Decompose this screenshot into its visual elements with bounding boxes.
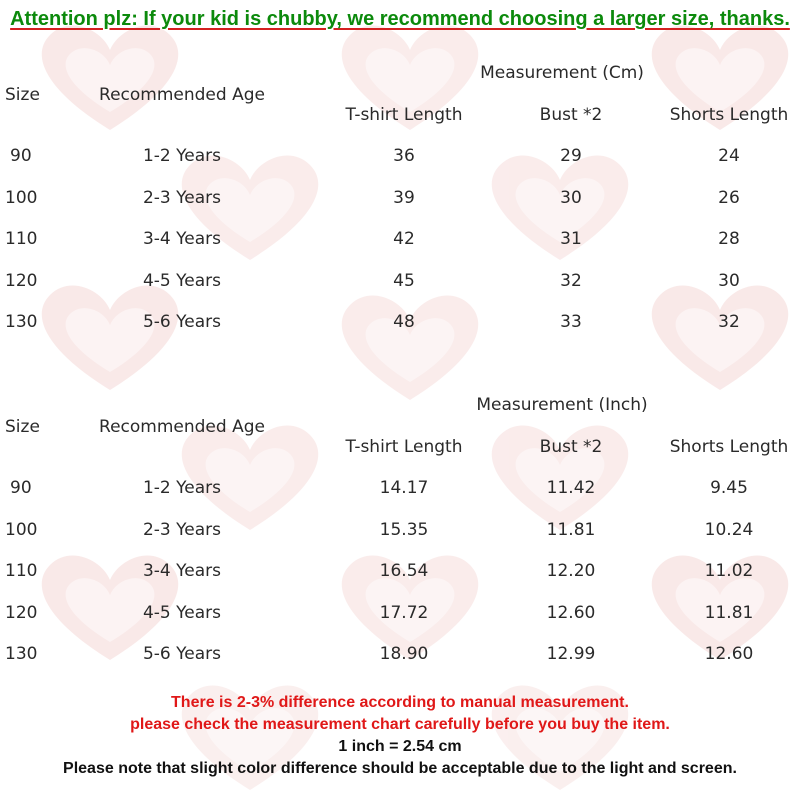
row-age: 5-6 Years (142, 312, 222, 332)
measurement-title: Measurement (Inch) (476, 395, 648, 415)
row-age: 4-5 Years (142, 603, 222, 623)
row-shorts: 12.60 (704, 644, 754, 664)
difference-note: There is 2-3% difference according to manual measurement. (171, 694, 629, 711)
measurement-title: Measurement (Cm) (480, 63, 644, 83)
row-tshirt: 16.54 (379, 561, 429, 581)
header-size: Size (5, 417, 40, 437)
row-tshirt: 42 (393, 229, 415, 249)
row-age: 1-2 Years (142, 478, 222, 498)
conversion-note: 1 inch = 2.54 cm (338, 738, 462, 755)
row-shorts: 11.81 (704, 603, 754, 623)
row-size: 90 (10, 146, 32, 166)
row-bust: 11.81 (546, 520, 596, 540)
row-bust: 12.20 (546, 561, 596, 581)
row-age: 3-4 Years (142, 561, 222, 581)
row-tshirt: 36 (393, 146, 415, 166)
header-age: Recommended Age (99, 417, 265, 437)
row-size: 110 (5, 229, 38, 249)
row-size: 120 (5, 603, 38, 623)
row-bust: 29 (560, 146, 582, 166)
row-bust: 12.60 (546, 603, 596, 623)
row-shorts: 32 (718, 312, 740, 332)
row-tshirt: 18.90 (379, 644, 429, 664)
row-size: 110 (5, 561, 38, 581)
row-age: 5-6 Years (142, 644, 222, 664)
header-shorts: Shorts Length (669, 105, 789, 125)
row-tshirt: 15.35 (379, 520, 429, 540)
row-age: 1-2 Years (142, 146, 222, 166)
row-age: 2-3 Years (142, 520, 222, 540)
row-size: 90 (10, 478, 32, 498)
row-bust: 12.99 (546, 644, 596, 664)
row-bust: 33 (560, 312, 582, 332)
header-tshirt: T-shirt Length (345, 105, 463, 125)
header-tshirt: T-shirt Length (345, 437, 463, 457)
row-bust: 11.42 (546, 478, 596, 498)
header-age: Recommended Age (99, 85, 265, 105)
header-shorts: Shorts Length (669, 437, 789, 457)
row-tshirt: 17.72 (379, 603, 429, 623)
row-tshirt: 39 (393, 188, 415, 208)
check-note: please check the measurement chart carefully before you buy the item. (130, 716, 670, 733)
row-size: 100 (5, 520, 38, 540)
row-bust: 32 (560, 271, 582, 291)
row-shorts: 11.02 (704, 561, 754, 581)
row-age: 3-4 Years (142, 229, 222, 249)
attention-banner: Attention plz: If your kid is chubby, we recommend choosing a larger size, thanks. (10, 8, 790, 30)
row-bust: 31 (560, 229, 582, 249)
row-size: 130 (5, 312, 38, 332)
row-tshirt: 48 (393, 312, 415, 332)
header-bust: Bust *2 (539, 105, 603, 125)
row-shorts: 28 (718, 229, 740, 249)
row-shorts: 30 (718, 271, 740, 291)
row-size: 100 (5, 188, 38, 208)
row-shorts: 10.24 (704, 520, 754, 540)
row-shorts: 26 (718, 188, 740, 208)
color-note: Please note that slight color difference should be acceptable due to the light and screen. (63, 760, 737, 777)
header-bust: Bust *2 (539, 437, 603, 457)
row-age: 4-5 Years (142, 271, 222, 291)
row-size: 120 (5, 271, 38, 291)
row-shorts: 9.45 (710, 478, 748, 498)
row-size: 130 (5, 644, 38, 664)
row-bust: 30 (560, 188, 582, 208)
row-tshirt: 14.17 (379, 478, 429, 498)
row-tshirt: 45 (393, 271, 415, 291)
row-age: 2-3 Years (142, 188, 222, 208)
row-shorts: 24 (718, 146, 740, 166)
header-size: Size (5, 85, 40, 105)
